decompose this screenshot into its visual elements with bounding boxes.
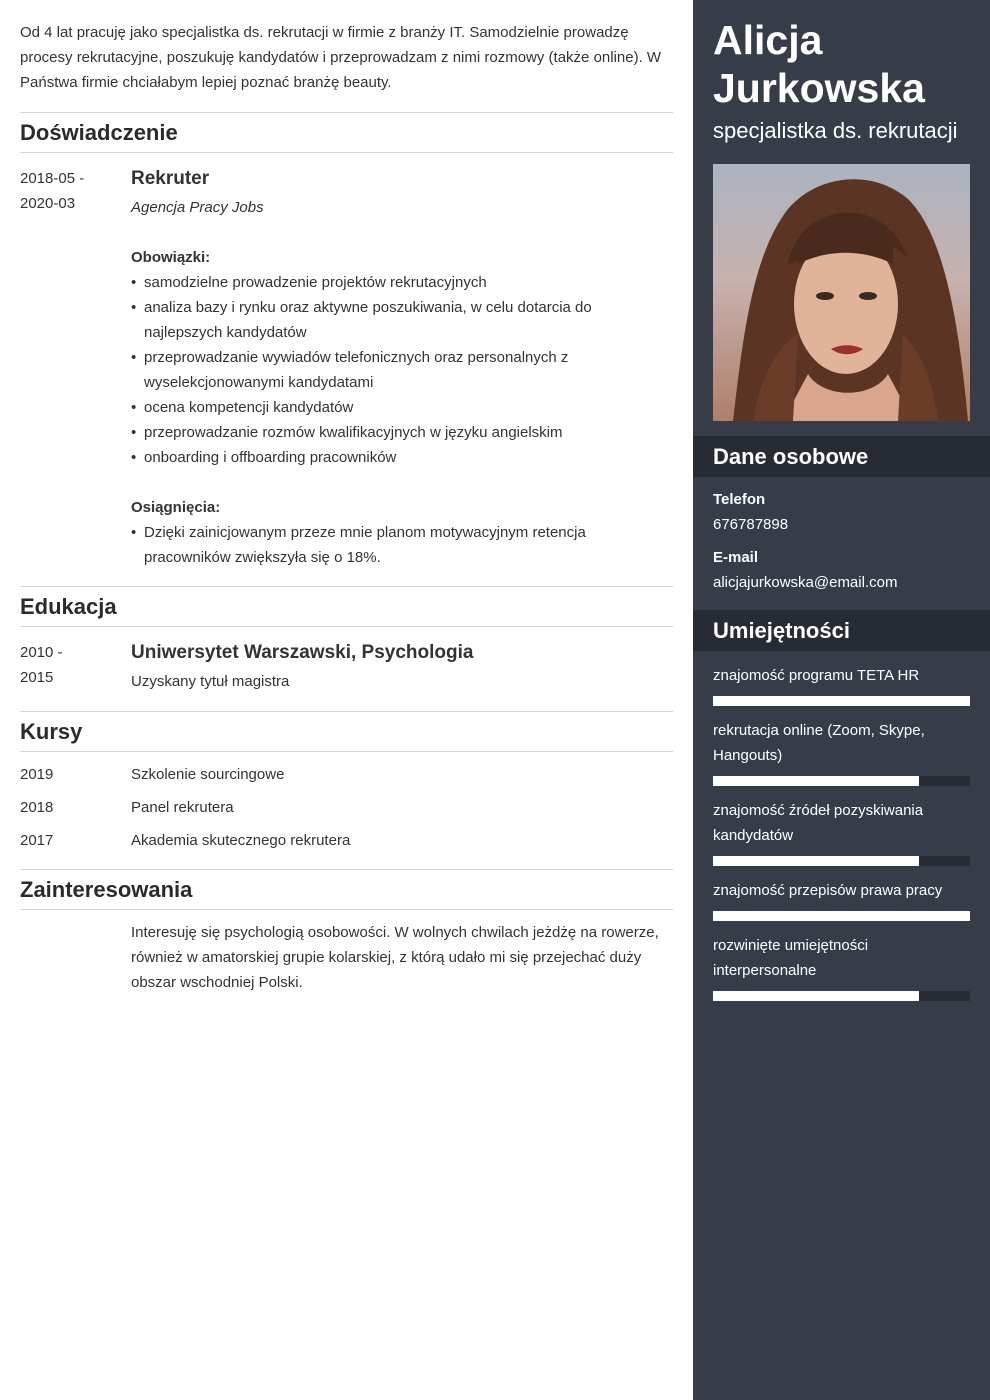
profile-summary: Od 4 lat pracuję jako specjalistka ds. rekrutacji w firmie z branży IT. Samodzielnie prowadzę procesy rekrutacyjne, poszukuję kandydatów i przeprowadzam z nimi rozmowy (także online). W Państwa firmie chciałabym lepiej poznać branżę beauty. (20, 24, 662, 91)
duties-label: Obowiązki: (131, 249, 211, 266)
achievements-label: Osiągnięcia: (131, 499, 221, 516)
course-name: Akademia skutecznego rekrutera (131, 832, 351, 849)
course-name: Szkolenie sourcingowe (131, 766, 285, 783)
skill-level-bar (713, 776, 970, 786)
skill-name: rekrutacja online (Zoom, Skype, Hangouts) (713, 722, 925, 764)
skill-level-fill (713, 696, 970, 706)
list-item: • samodzielne prowadzenie projektów rekrutacyjnych (131, 270, 673, 295)
company-name: Agencja Pracy Jobs (131, 199, 264, 216)
full-name (693, 0, 990, 112)
education-entry (20, 627, 673, 711)
course-year: 2019 (20, 766, 54, 783)
skill-level-fill (713, 776, 919, 786)
course-row (20, 828, 673, 853)
skill-item (693, 878, 990, 921)
interests-section (20, 869, 673, 995)
list-item: • przeprowadzanie rozmów kwalifikacyjnych w języku angielskim (131, 420, 673, 445)
portrait-image (713, 164, 970, 421)
course-row (20, 795, 673, 820)
date-start: 2018-05 - (20, 170, 85, 187)
first-name: Alicja (713, 17, 823, 63)
course-year: 2017 (20, 832, 54, 849)
skill-level-fill (713, 991, 919, 1001)
last-name: Jurkowska (713, 65, 925, 111)
sidebar (693, 0, 990, 1400)
email-label: E-mail (713, 549, 759, 566)
skill-item (693, 718, 990, 786)
interests-text: Interesuję się psychologią osobowości. W wolnych chwilach jeżdżę na rowerze, również w amatorskiej grupie kolarskiej, z którą udało mi się przejechać duży obszar wschodniej Polski. (131, 924, 659, 991)
profile-photo (713, 164, 970, 421)
skill-level-bar (713, 991, 970, 1001)
skill-name: znajomość programu TETA HR (713, 667, 920, 684)
course-year: 2018 (20, 799, 54, 816)
education-heading: Edukacja (20, 587, 673, 627)
achievements-list (131, 520, 673, 586)
list-item: • Dzięki zainicjowanym przeze mnie planom motywacyjnym retencja pracowników zwiększyła się o 18%. (131, 520, 673, 570)
skill-name: rozwinięte umiejętności interpersonalne (713, 937, 869, 979)
courses-heading: Kursy (20, 712, 673, 752)
date-end: 2020-03 (20, 195, 76, 212)
skill-name: znajomość źródeł pozyskiwania kandydatów (713, 802, 924, 844)
skill-level-fill (713, 856, 919, 866)
skills-list (693, 663, 990, 1001)
interests-entry (20, 910, 673, 995)
education-section (20, 586, 673, 711)
skill-level-bar (713, 696, 970, 706)
skill-item (693, 663, 990, 706)
courses-section (20, 711, 673, 869)
job-role: specjalistka ds. rekrutacji (713, 118, 958, 143)
skill-item (693, 933, 990, 1001)
education-dates (20, 640, 131, 694)
list-item: • przeprowadzanie wywiadów telefonicznych oraz personalnych z wyselekcjonowanymi kandydatami (131, 345, 673, 395)
skills-heading: Umiejętności (693, 610, 990, 651)
list-item: • onboarding i offboarding pracowników (131, 445, 673, 470)
experience-section (20, 112, 673, 586)
date-end: 2015 (20, 669, 54, 686)
experience-heading: Doświadczenie (20, 113, 673, 153)
job-title: Rekruter (131, 168, 210, 189)
course-name: Panel rekrutera (131, 799, 234, 816)
list-item: • analiza bazy i rynku oraz aktywne poszukiwania, w celu dotarcia do najlepszych kandydatów (131, 295, 673, 345)
list-item: • ocena kompetencji kandydatów (131, 395, 673, 420)
degree: Uzyskany tytuł magistra (131, 673, 290, 690)
email-value: alicjajurkowska@email.com (713, 574, 898, 591)
date-start: 2010 - (20, 644, 63, 661)
skill-item (693, 798, 990, 866)
skill-level-bar (713, 911, 970, 921)
experience-dates (20, 166, 131, 586)
skill-name: znajomość przepisów prawa pracy (713, 882, 943, 899)
interests-heading: Zainteresowania (20, 870, 673, 910)
duties-list (131, 270, 673, 470)
phone-label: Telefon (713, 491, 766, 508)
skill-level-bar (713, 856, 970, 866)
skill-level-fill (713, 911, 970, 921)
courses-list (20, 752, 673, 869)
personal-data-heading: Dane osobowe (693, 436, 990, 477)
phone-value: 676787898 (713, 516, 789, 533)
school-name: Uniwersytet Warszawski, Psychologia (131, 642, 474, 663)
experience-entry (20, 153, 673, 586)
course-row (20, 762, 673, 787)
